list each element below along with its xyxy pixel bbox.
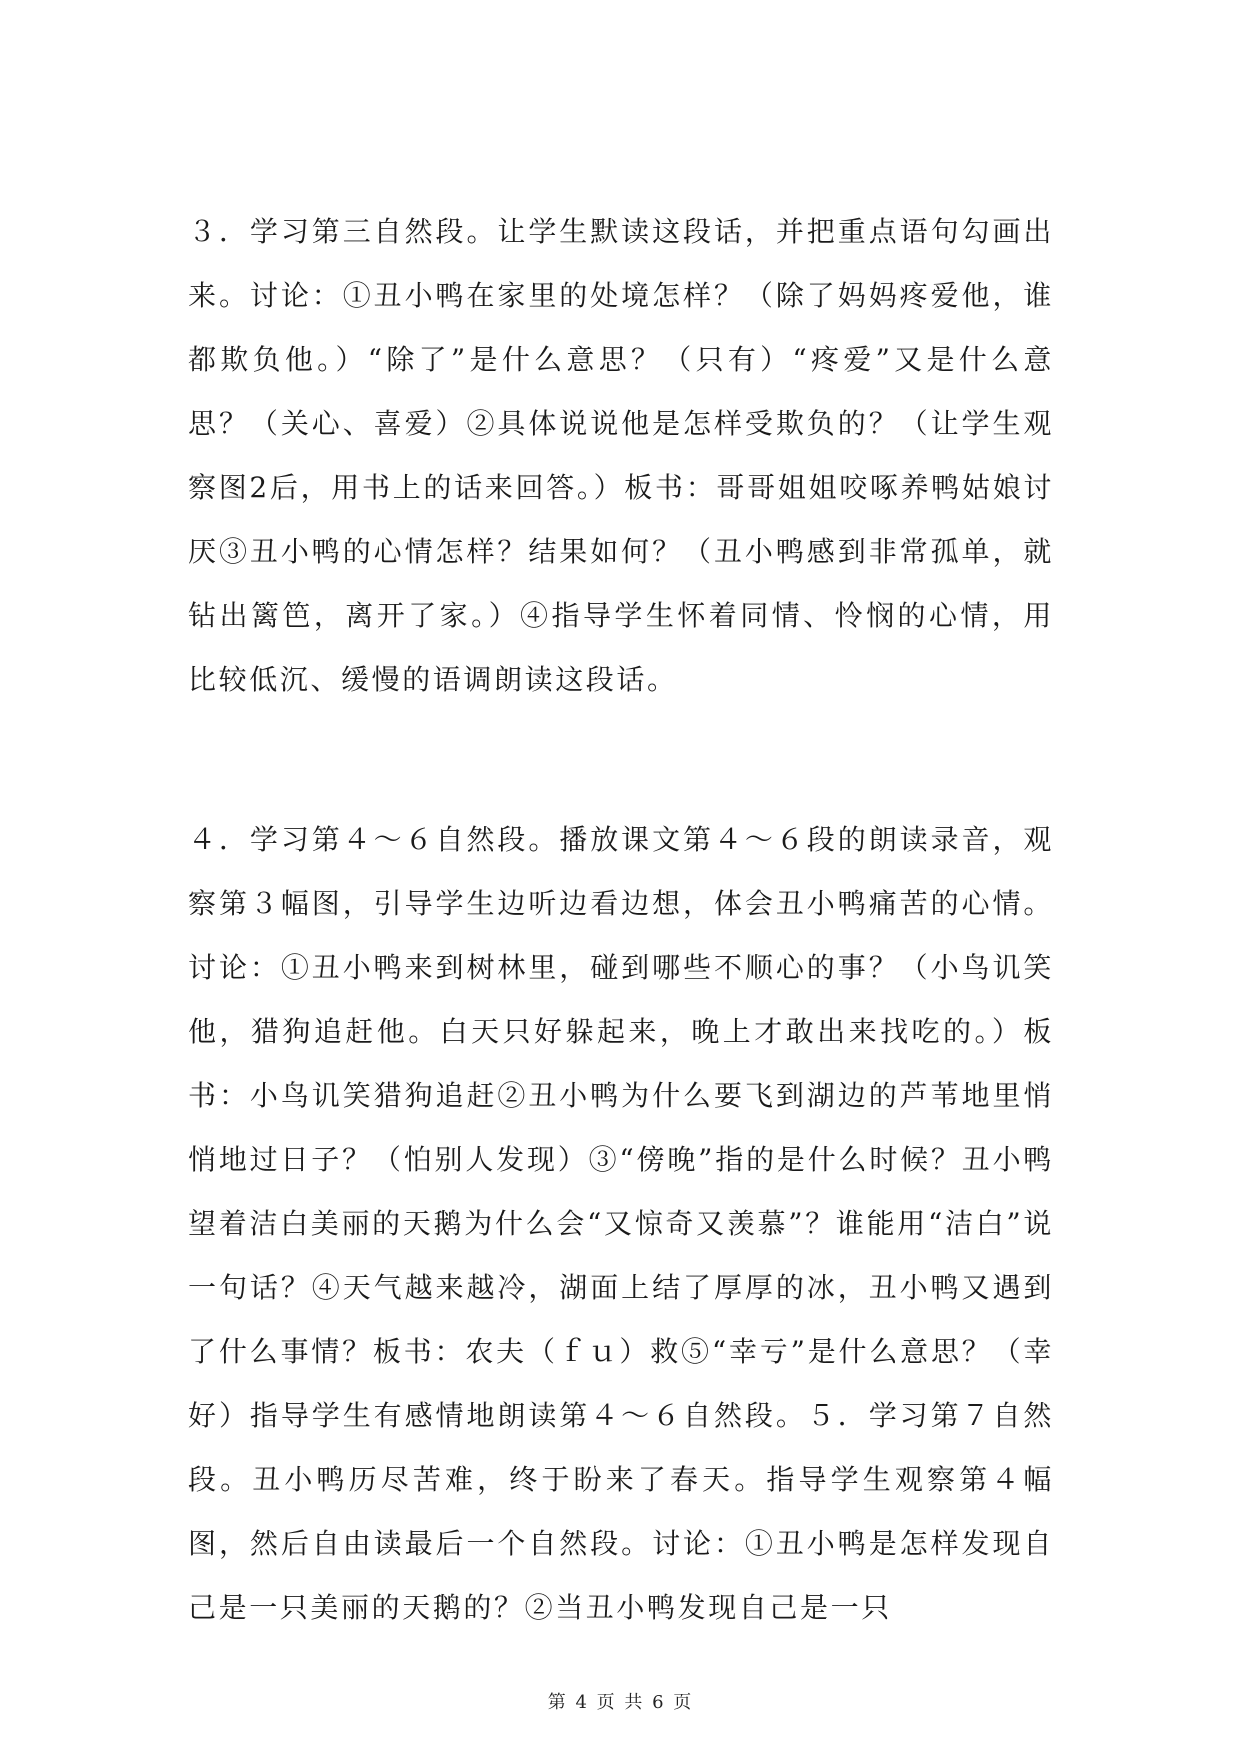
paragraph-lesson-step-4-5: ４．学习第４～６自然段。播放课文第４～６段的朗读录音，观察第３幅图，引导学生边听边看边想，体会丑小鸭痛苦的心情。讨论：①丑小鸭来到树林里，碰到哪些不顺心的事？（小鸟讥笑他，猎狗追赶他。白天只好躲起来，晚上才敢出来找吃的。）板书：小鸟讥笑猎狗追赶②丑小鸭为什么要飞到湖边的芦苇地里悄悄地过日子？（怕别人发现）③“傍晚”指的是什么时候？丑小鸭望着洁白美丽的天鹅为什么会“又惊奇又羡慕”？谁能用“洁白”说一句话？④天气越来越冷，湖面上结了厚厚的冰，丑小鸭又遇到了什么事情？板书：农夫（ｆｕ）救⑤“幸亏”是什么意思？（幸好）指导学生有感情地朗读第４～６自然段。５．学习第７自然段。丑小鸭历尽苦难，终于盼来了春天。指导学生观察第４幅图，然后自由读最后一个自然段。讨论：①丑小鸭是怎样发现自己是一只美丽的天鹅的？②当丑小鸭发现自己是一只 <box>188 823 1054 1624</box>
page-number-footer: 第 4 页 共 6 页 <box>547 1692 694 1713</box>
paragraph-lesson-step-3: ３．学习第三自然段。让学生默读这段话，并把重点语句勾画出来。讨论：①丑小鸭在家里的处境怎样？（除了妈妈疼爱他，谁都欺负他。）“除了”是什么意思？（只有）“疼爱”又是什么意思？（关心、喜爱）②具体说说他是怎样受欺负的？（让学生观察图2后，用书上的话来回答。）板书：哥哥姐姐咬啄养鸭姑娘讨厌③丑小鸭的心情怎样？结果如何？（丑小鸭感到非常孤单，就钻出篱笆，离开了家。）④指导学生怀着同情、怜悯的心情，用比较低沉、缓慢的语调朗读这段话。 <box>188 215 1054 696</box>
